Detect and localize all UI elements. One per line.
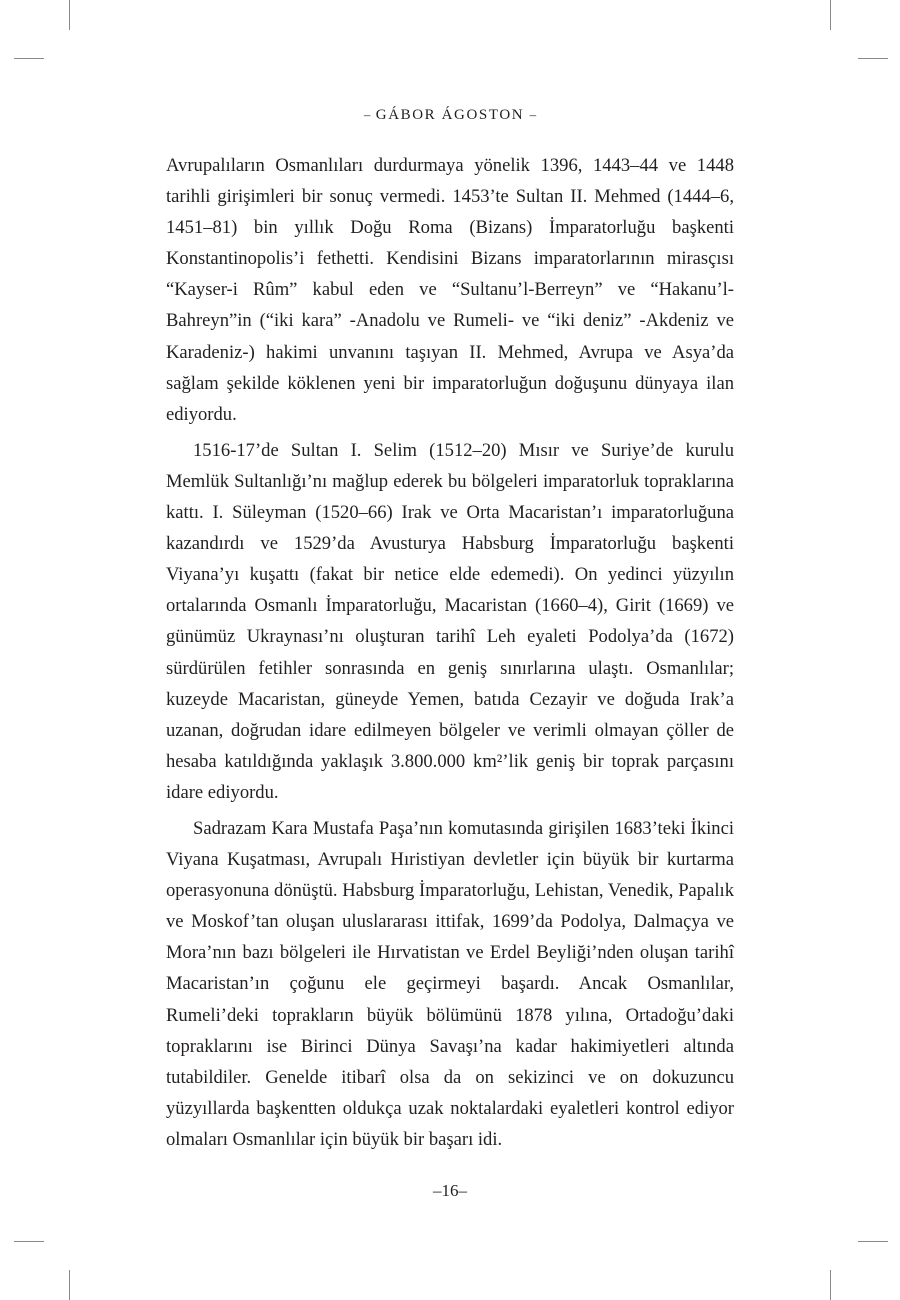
- crop-mark-bottom-left-vertical: [69, 1270, 70, 1300]
- crop-mark-bottom-right-horizontal: [858, 1241, 888, 1242]
- crop-mark-bottom-left-horizontal: [14, 1241, 44, 1242]
- header-dash-left: –: [363, 107, 371, 122]
- crop-mark-top-right-vertical: [830, 0, 831, 30]
- header-dash-right: –: [529, 107, 537, 122]
- crop-mark-top-left-horizontal: [14, 58, 44, 59]
- crop-mark-bottom-right-vertical: [830, 1270, 831, 1300]
- body-text: [166, 150, 734, 1160]
- crop-mark-top-left-vertical: [69, 0, 70, 30]
- page-number: –16–: [433, 1181, 467, 1200]
- paragraph-2: 1516-17’de Sultan I. Selim (1512–20) Mısır ve Suriye’de kurulu Memlük Sultanlığı’nı mağlup ederek bu bölgeleri imparatorluk topraklarına kattı. I. Süleyman (1520–66) Irak ve Orta Macaristan’ı imparatorluğuna kazandırdı ve 1529’da Avusturya Habsburg İmparatorluğu başkenti Viyana’yı kuşattı (fakat bir netice elde edemedi). On yedinci yüzyılın ortalarında Osmanlı İmparatorluğu, Macaristan (1660–4), Girit (1669) ve günümüz Ukraynası’nı oluşturan tarihî Leh eyaleti Podolya’da (1672) sürdürülen fetihler sonrasında en geniş sınırlarına ulaştı. Osmanlılar; kuzeyde Macaristan, güneyde Yemen, batıda Cezayir ve doğuda Irak’a uzanan, doğrudan idare edilmeyen bölgeler ve verimli olmayan çöller de hesaba katıldığında yaklaşık 3.800.000 km²’lik geniş bir toprak parçasını idare ediyordu.: [166, 439, 734, 803]
- crop-mark-top-right-horizontal: [858, 58, 888, 59]
- header-author: GÁBOR ÁGOSTON: [375, 107, 525, 123]
- paragraph-3: Sadrazam Kara Mustafa Paşa’nın komutasında girişilen 1683’teki İkinci Viyana Kuşatması, Avrupalı Hıristiyan devletler için büyük bir kurtarma operasyonuna dönüştü. Habsburg İmparatorluğu, Lehistan, Venedik, Papalık ve Moskof’tan oluşan uluslararası ittifak, 1699’da Podolya, Dalmaçya ve Mora’nın bazı bölgeleri ile Hırvatistan ve Erdel Beyliği’nden oluşan tarihî Macaristan’ın çoğunu ele geçirmeyi başardı. Ancak Osmanlılar, Rumeli’deki toprakların büyük bölümünü 1878 yılına, Ortadoğu’daki topraklarını ise Birinci Dünya Savaşı’na kadar hakimiyetleri altında tutabildiler. Genelde itibarî olsa da on sekizinci ve on dokuzuncu yüzyıllarda başkentten oldukça uzak noktalardaki eyaletleri kontrol ediyor olmaları Osmanlılar için büyük bir başarı idi.: [166, 817, 734, 1150]
- paragraph-1: Avrupalıların Osmanlıları durdurmaya yönelik 1396, 1443–44 ve 1448 tarihli girişimleri bir sonuç vermedi. 1453’te Sultan II. Mehmed (1444–6, 1451–81) bin yıllık Doğu Roma (Bizans) İmparatorluğu başkenti Konstantinopolis’i fethetti. Kendisini Bizans imparatorlarının mirasçısı “Kayser-i Rûm” kabul eden ve “Sultanu’l-Berreyn” ve “Hakanu’l-Bahreyn”in (“iki kara” -Anadolu ve Rumeli- ve “iki deniz” -Akdeniz ve Karadeniz-) hakimi unvanını taşıyan II. Mehmed, Avrupa ve Asya’da sağlam şekilde köklenen yeni bir imparatorluğun doğuşunu dünyaya ilan ediyordu.: [166, 155, 734, 425]
- running-header: [0, 107, 900, 124]
